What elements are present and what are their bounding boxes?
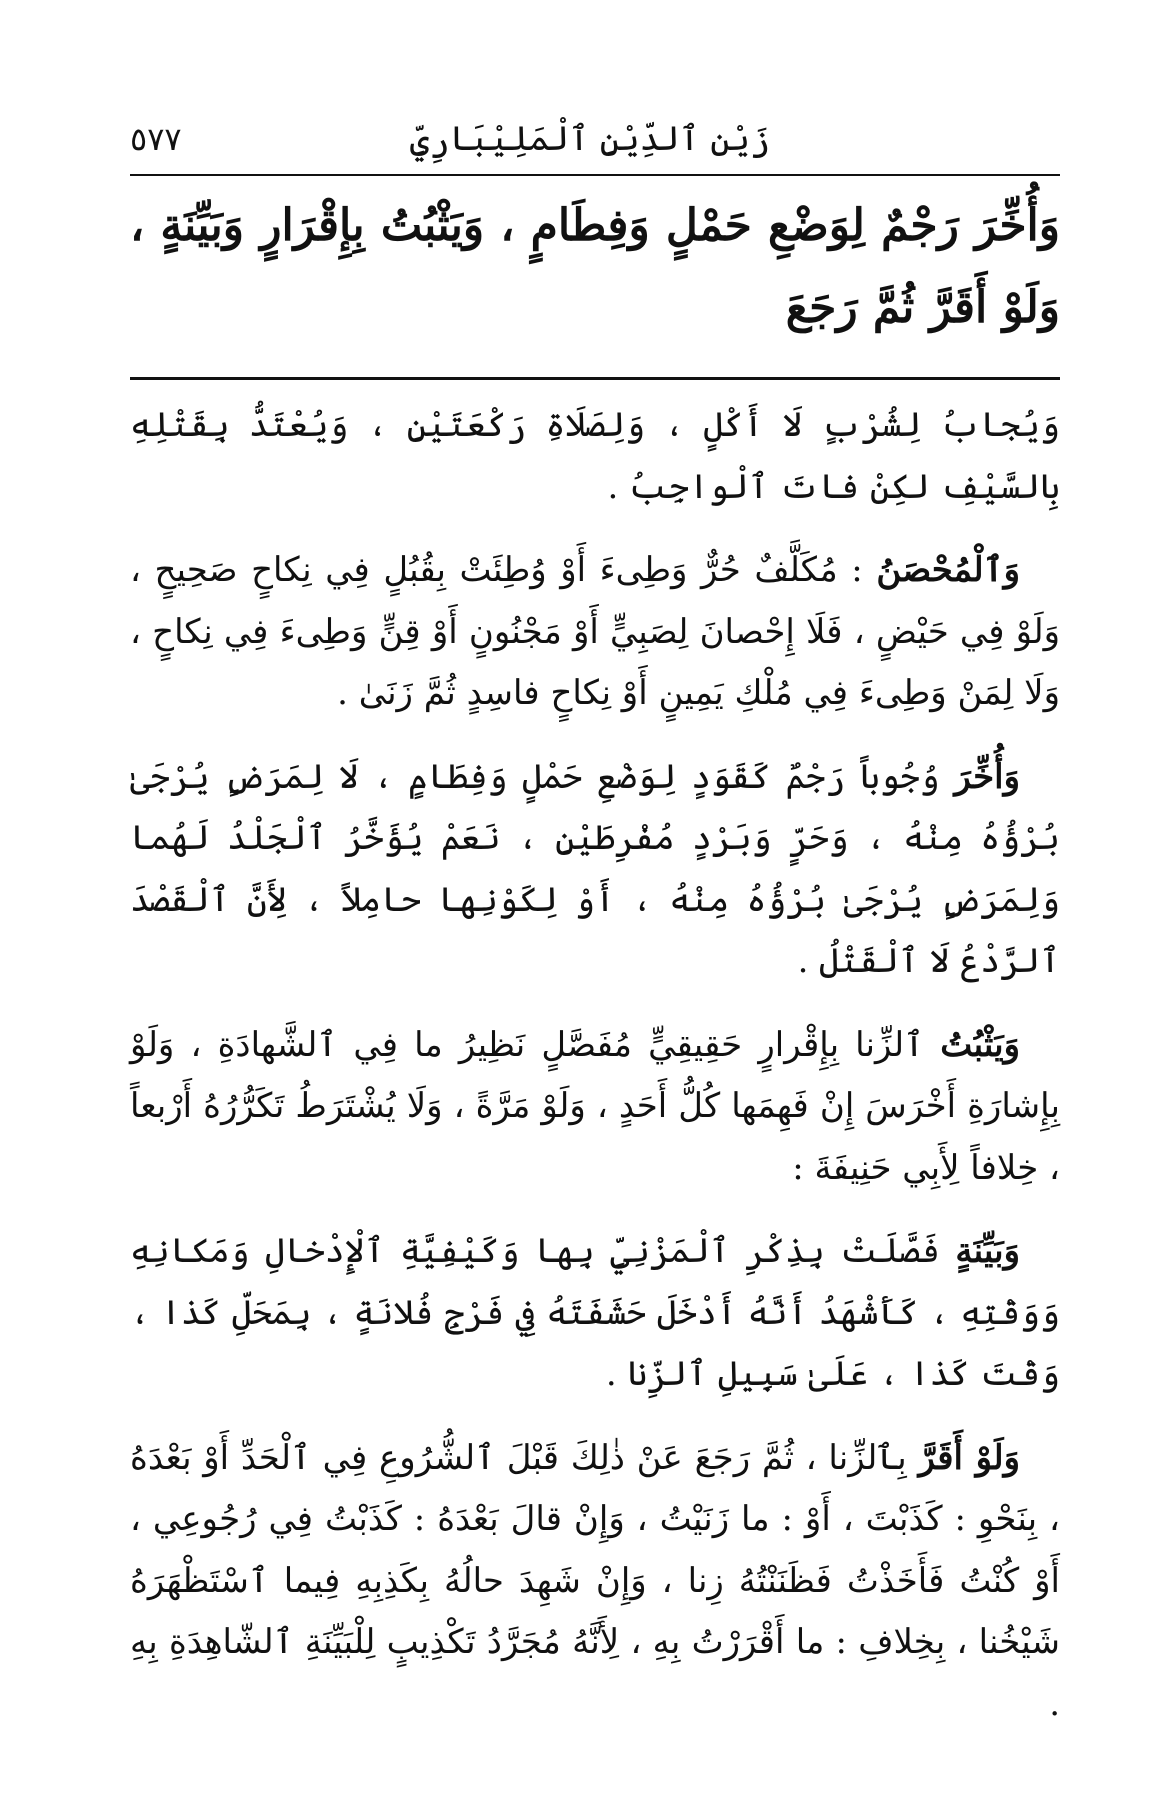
page-number: ٥٧٧ — [130, 120, 182, 158]
paragraph-lead: وَأُخِّرَ — [954, 756, 1020, 797]
commentary-body — [130, 395, 1060, 1757]
paragraph — [130, 1428, 1060, 1736]
paragraph-lead: وَيَثْبُتُ — [940, 1024, 1020, 1065]
running-title: زَيْن ٱلدِّيْنِ ٱلْمَلِيْبَارِيِّ — [409, 119, 770, 159]
paragraph — [130, 1015, 1060, 1200]
paragraph-text: فَصَّلَتْ بِذِكْرِ ٱلْمَزْنِيِّ بِها وَكَيْفِيَّةِ ٱلْإِدْخالِ وَمَكانِهِ وَوَقْتِهِ ، كَأَشْهَدُ أَنَّهُ أَدْخَلَ حَشَفَتَهُ فِي فَرْجِ فُلانَةٍ ، بِمَحَلِّ كَذا ، وَقْتَ كَذا ، عَلَىٰ سَبِيلِ ٱلزِّنا . — [130, 1231, 1060, 1394]
paragraph-lead: وَلَوْ أَقَرَّ — [918, 1437, 1021, 1478]
paragraph-text: وَيُجابُ لِشُرْبٍ لَا أَكْلٍ ، وَلِصَلَاةِ رَكْعَتَيْنِ ، وَيُعْتَدُّ بِقَتْلِهِ بِالسَّيْفِ لكِنْ فاتَ ٱلْواجِبُ . — [130, 405, 1060, 507]
paragraph-text: ٱلزِّنا بِإِقْرارٍ حَقِيقِيٍّ مُفَصَّلٍ نَظِيرُ ما فِي ٱلشَّهادَةِ ، وَلَوْ بِإِشارَةِ أَخْرَسَ إِنْ فَهِمَها كُلُّ أَحَدٍ ، وَلَوْ مَرَّةً ، وَلَا يُشْتَرَطُ تَكَرُّرُهُ أَرْبعاً ، خِلافاً لِأَبِي حَنِيفَةَ : — [130, 1024, 1060, 1188]
paragraph — [130, 395, 1060, 518]
paragraph-text: وُجُوباً رَجْمٌ كَقَوَدٍ لِوَضْعِ حَمْلٍ وَفِطَامٍ ، لَا لِمَرَضٍ يُرْجَىٰ بُرْؤُهُ مِنْهُ ، وَحَرٍّ وَبَرْدٍ مُفْرِطَيْنِ ، نَعَمْ يُؤَخَّرُ ٱلْجَلْدُ لَهُما وَلِمَرَضٍ يُرْجَىٰ بُرْؤُهُ مِنْهُ ، أَوْ لِكَوْنِها حامِلاً ، لِأَنَّ ٱلْقَصْدَ ٱلرَّدْعُ لَا ٱلْقَتْلُ . — [130, 756, 1060, 981]
paragraph-text: : مُكَلَّفٌ حُرٌّ وَطِىءَ أَوْ وُطِئَتْ بِقُبُلٍ فِي نِكاحٍ صَحِيحٍ ، وَلَوْ فِي حَيْضٍ ، فَلَا إِحْصانَ لِصَبِيٍّ أَوْ مَجْنُونٍ أَوْ قِنٍّ وَطِىءَ فِي نِكاحٍ ، وَلَا لِمَنْ وَطِىءَ فِي مُلْكِ يَمِينٍ أَوْ نِكاحٍ فاسِدٍ ثُمَّ زَنَىٰ . — [130, 550, 1060, 713]
paragraph-text: بِٱلزِّنا ، ثُمَّ رَجَعَ عَنْ ذٰلِكَ قَبْلَ ٱلشُّرُوعِ فِي ٱلْحَدِّ أَوْ بَعْدَهُ ، بِنَحْوِ : كَذَبْتَ ، أَوْ : ما زَنَيْتُ ، وَإِنْ قالَ بَعْدَهُ : كَذَبْتُ فِي رُجُوعِي ، أَوْ كُنْتُ فَأَخَذْتُ فَظَنَنْتُهُ زِنا ، وَإِنْ شَهِدَ حالُهُ بِكَذِبِهِ فِيما ٱسْتَظْهَرَهُ شَيْخُنا ، بِخِلافِ : ما أَقْرَرْتُ بِهِ ، لِأَنَّهُ مُجَرَّدُ تَكْذِيبٍ لِلْبَيِّنَةِ ٱلشّاهِدَةِ بِهِ . — [130, 1437, 1060, 1724]
paragraph-lead: وَبَيِّنَةٍ — [955, 1231, 1020, 1271]
page-header — [130, 110, 1060, 174]
paragraph-lead: وَٱلْمُحْصَنُ — [876, 550, 1020, 590]
paragraph — [130, 747, 1060, 993]
paragraph — [130, 1221, 1060, 1406]
header-rule — [130, 174, 1060, 176]
paragraph — [130, 540, 1060, 725]
matn-text: وَأُخِّرَ رَجْمٌ لِوَضْعِ حَمْلٍ وَفِطَامٍ ، وَيَثْبُتُ بِإِقْرَارٍ وَبَيِّنَةٍ ، وَلَوْ أَقَرَّ ثُمَّ رَجَعَ — [130, 200, 1060, 333]
matn-separator-rule — [130, 377, 1060, 380]
